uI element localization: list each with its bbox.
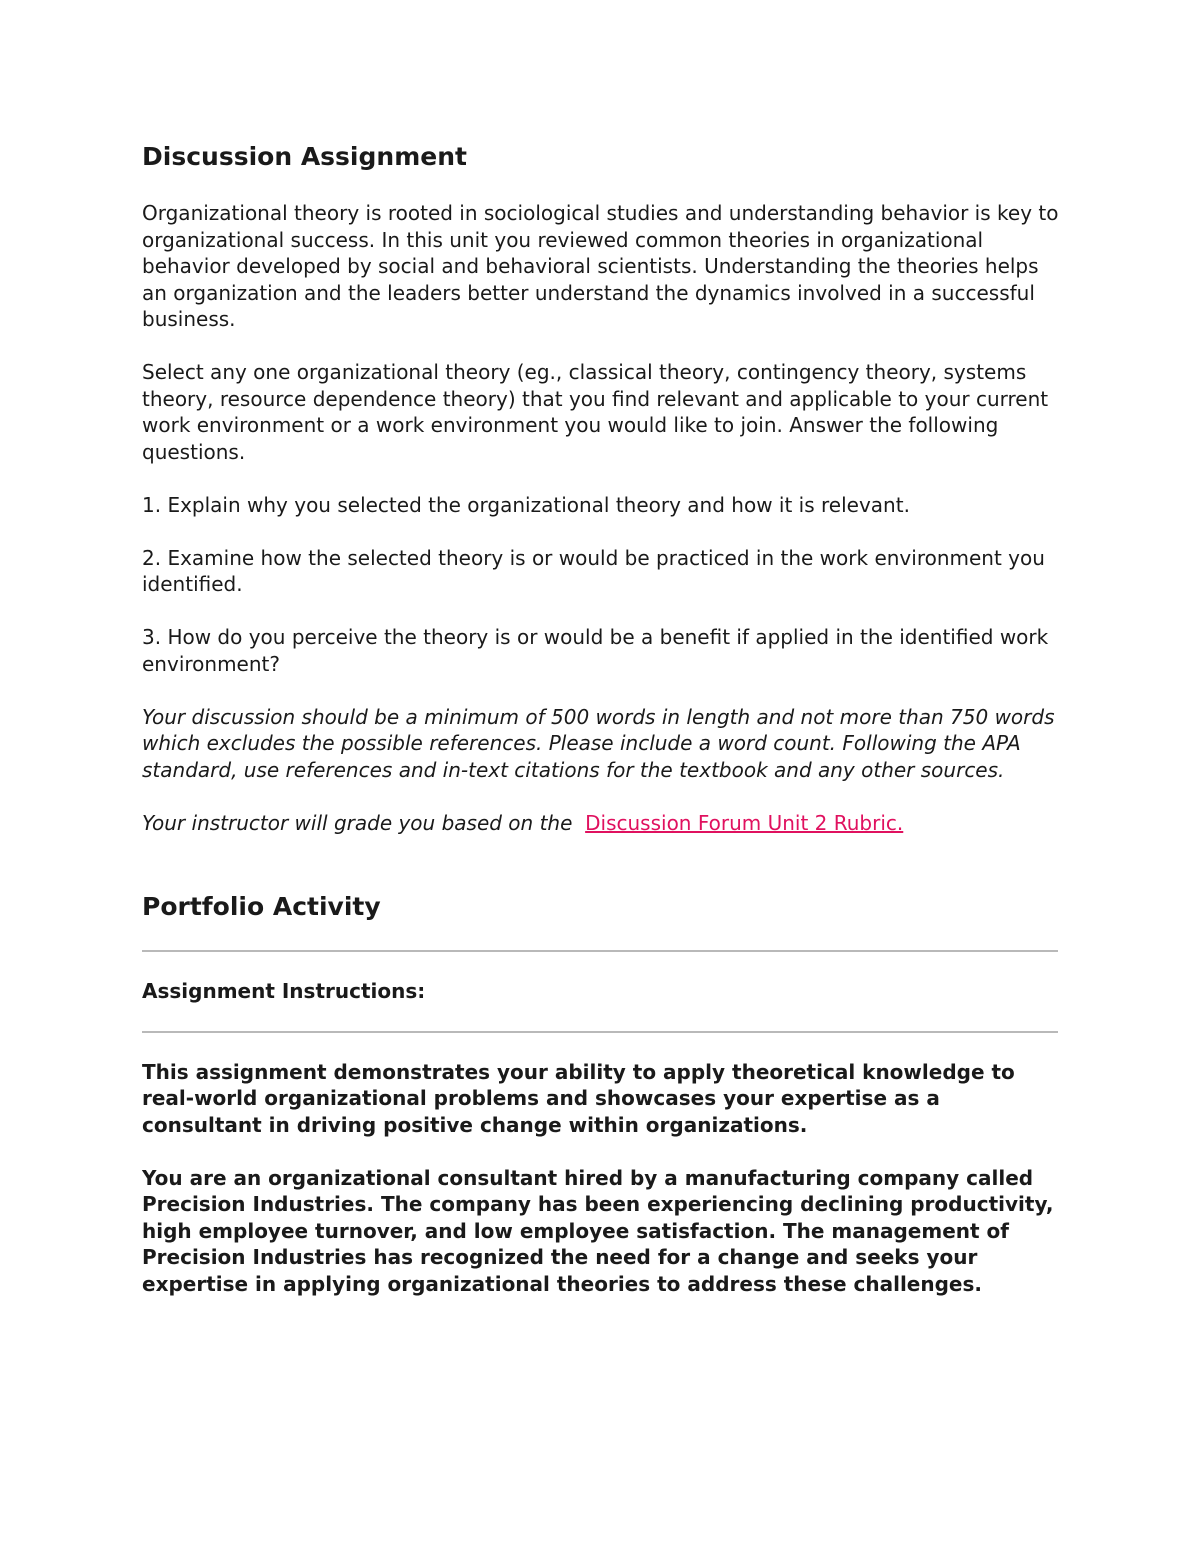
question-3: 3. How do you perceive the theory is or would be a benefit if applied in the identified work environment? <box>142 625 1049 676</box>
grading-note <box>142 810 1062 837</box>
discussion-title: Discussion Assignment <box>142 142 467 171</box>
portfolio-paragraph-2: You are an organizational consultant hired by a manufacturing company called Precision Industries. The company has been experiencing declining productivity, high employee turnover, and low employee satisfaction. The management of Precision Industries has recognized the need for a change and seeks your expertise in applying organizational theories to address these challenges. <box>142 1165 1054 1296</box>
length-note: Your discussion should be a minimum of 500 words in length and not more than 750 words which excludes the possible references. Please include a word count. Following the APA standard, use references and in-text citations for the textbook and any other sources. <box>142 704 1055 782</box>
portfolio-title: Portfolio Activity <box>142 892 381 921</box>
document-page <box>142 138 1062 1297</box>
discussion-intro: Organizational theory is rooted in sociological studies and understanding behavior is key to organizational success. In this unit you reviewed common theories in organizational behavior developed by social and behavioral scientists. Understanding the theories helps an organization and the leaders better understand the dynamics involved in a successful business. <box>142 201 1059 331</box>
rubric-link[interactable]: Discussion Forum Unit 2 Rubric. <box>585 810 904 835</box>
grading-prefix: Your instructor will grade you based on the <box>142 810 573 835</box>
instructions-label: Assignment Instructions: <box>142 979 426 1003</box>
discussion-select-instructions: Select any one organizational theory (eg., classical theory, contingency theory, systems theory, resource dependence theory) that you find relevant and applicable to your current work environment or a work environment you would like to join. Answer the following questions. <box>142 360 1049 464</box>
question-1: 1. Explain why you selected the organizational theory and how it is relevant. <box>142 492 910 517</box>
portfolio-paragraph-1: This assignment demonstrates your ability to apply theoretical knowledge to real-world organizational problems and showcases your expertise as a consultant in driving positive change within organizations. <box>142 1059 1015 1137</box>
divider <box>142 1031 1058 1033</box>
question-2: 2. Examine how the selected theory is or would be practiced in the work environment you identified. <box>142 545 1045 596</box>
divider <box>142 950 1058 952</box>
